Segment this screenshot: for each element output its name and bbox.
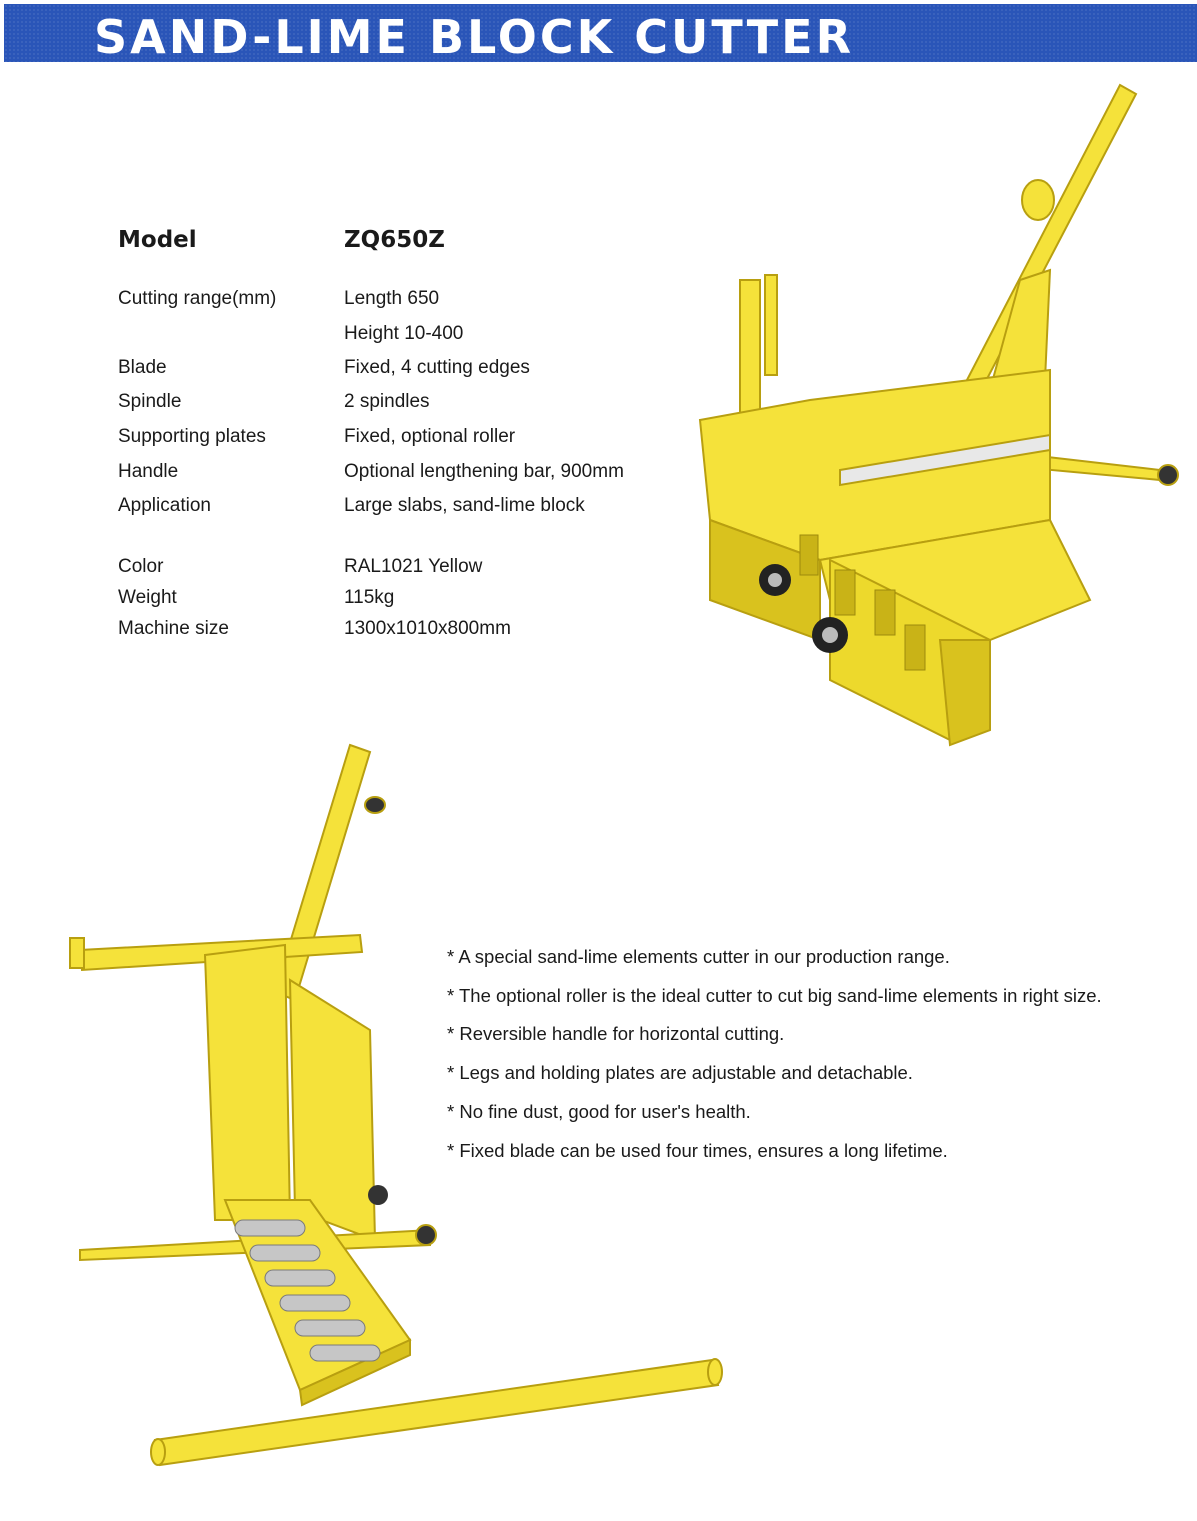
spec-label-handle: Handle bbox=[118, 461, 179, 482]
model-label: Model bbox=[118, 227, 197, 253]
spec-value-spindle: 2 spindles bbox=[344, 391, 430, 412]
page-title: SAND-LIME BLOCK CUTTER bbox=[94, 10, 855, 64]
feature-item: * Reversible handle for horizontal cutting. bbox=[447, 1023, 785, 1044]
spec-value-handle: Optional lengthening bar, 900mm bbox=[344, 461, 624, 482]
spec-value-machine-size: 1300x1010x800mm bbox=[344, 618, 511, 639]
spec-label-supporting-plates: Supporting plates bbox=[118, 426, 266, 447]
feature-item: * Fixed blade can be used four times, ensures a long lifetime. bbox=[447, 1140, 948, 1161]
spec-label-blade: Blade bbox=[118, 357, 167, 378]
spec-value-blade: Fixed, 4 cutting edges bbox=[344, 357, 530, 378]
spec-value-supporting-plates: Fixed, optional roller bbox=[344, 426, 516, 447]
cutter-machine-image-front bbox=[690, 80, 1190, 760]
spec-value-length: Length 650 bbox=[344, 288, 440, 309]
spec-value-weight: 115kg bbox=[344, 587, 395, 608]
spec-label-weight: Weight bbox=[118, 587, 177, 608]
spec-value-height: Height 10-400 bbox=[344, 323, 464, 344]
spec-label-application: Application bbox=[118, 495, 211, 516]
spec-label-color: Color bbox=[118, 556, 164, 577]
spec-value-color: RAL1021 Yellow bbox=[344, 556, 483, 577]
model-value: ZQ650Z bbox=[344, 227, 445, 253]
spec-label-cutting-range: Cutting range(mm) bbox=[118, 288, 277, 309]
header-banner bbox=[4, 4, 1197, 62]
feature-item: * Legs and holding plates are adjustable and detachable. bbox=[447, 1062, 913, 1083]
feature-item: * The optional roller is the ideal cutter to cut big sand-lime elements in right size. bbox=[447, 985, 1102, 1006]
feature-item: * No fine dust, good for user's health. bbox=[447, 1101, 751, 1122]
feature-item: * A special sand-lime elements cutter in our production range. bbox=[447, 946, 950, 967]
spec-label-machine-size: Machine size bbox=[118, 618, 229, 639]
spec-label-spindle: Spindle bbox=[118, 391, 182, 412]
spec-value-application: Large slabs, sand-lime block bbox=[344, 495, 585, 516]
